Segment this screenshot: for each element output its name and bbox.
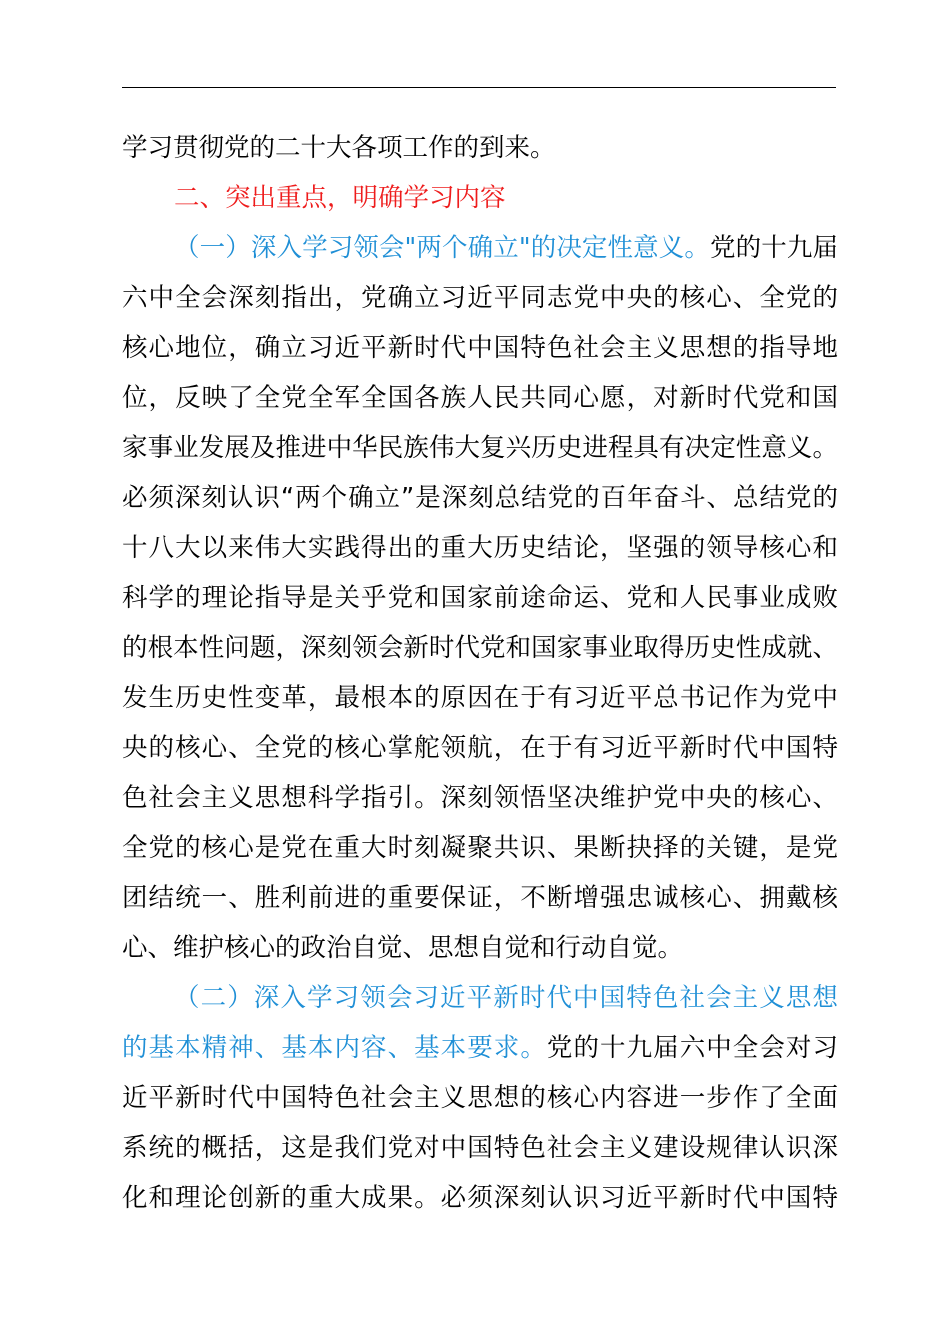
paragraph-text: 党的十九届	[710, 233, 838, 263]
document-body	[122, 123, 838, 1223]
paragraph-line: 系统的概括，这是我们党对中国特色社会主义建设规律认识深	[122, 1133, 838, 1163]
paragraph-line: 科学的理论指导是关乎党和国家前途命运、党和人民事业成败	[122, 583, 838, 613]
paragraph-line: 团结统一、胜利前进的重要保证，不断增强忠诚核心、拥戴核	[122, 883, 838, 913]
paragraph-line	[122, 1023, 838, 1073]
paragraph-line: 心、维护核心的政治自觉、思想自觉和行动自觉。	[122, 933, 684, 963]
paragraph-line: 化和理论创新的重大成果。必须深刻认识习近平新时代中国特	[122, 1183, 838, 1213]
paragraph-line: 位，反映了全党全军全国各族人民共同心愿，对新时代党和国	[122, 383, 838, 413]
paragraph-line: 全党的核心是党在重大时刻凝聚共识、果断抉择的关键，是党	[122, 833, 838, 863]
paragraph-line: 六中全会深刻指出，党确立习近平同志党中央的核心、全党的	[122, 283, 838, 313]
subsection-heading: 的基本精神、基本内容、基本要求。	[122, 1033, 547, 1063]
header-rule	[122, 87, 836, 88]
subsection-heading: （二）深入学习领会习近平新时代中国特色社会主义思想	[174, 983, 838, 1013]
paragraph-line: 央的核心、全党的核心掌舵领航，在于有习近平新时代中国特	[122, 733, 838, 763]
paragraph-line: 近平新时代中国特色社会主义思想的核心内容进一步作了全面	[122, 1083, 838, 1113]
paragraph-line: 家事业发展及推进中华民族伟大复兴历史进程具有决定性意义。	[122, 433, 838, 463]
section-heading: 二、突出重点，明确学习内容	[174, 183, 506, 213]
paragraph-line: 必须深刻认识“两个确立”是深刻总结党的百年奋斗、总结党的	[122, 483, 838, 513]
paragraph-line: 核心地位，确立习近平新时代中国特色社会主义思想的指导地	[122, 333, 838, 363]
paragraph-line: 发生历史性变革，最根本的原因在于有习近平总书记作为党中	[122, 683, 838, 713]
paragraph-text: 党的十九届六中全会对习	[546, 1033, 838, 1063]
paragraph-line	[122, 223, 838, 273]
paragraph-line: 的根本性问题，深刻领会新时代党和国家事业取得历史性成就、	[122, 633, 838, 663]
paragraph-line: 色社会主义思想科学指引。深刻领悟坚决维护党中央的核心、	[122, 783, 838, 813]
paragraph-line: 学习贯彻党的二十大各项工作的到来。	[122, 133, 556, 163]
subsection-heading: （一）深入学习领会"两个确立"的决定性意义。	[174, 233, 711, 263]
paragraph-line: 十八大以来伟大实践得出的重大历史结论，坚强的领导核心和	[122, 533, 838, 563]
